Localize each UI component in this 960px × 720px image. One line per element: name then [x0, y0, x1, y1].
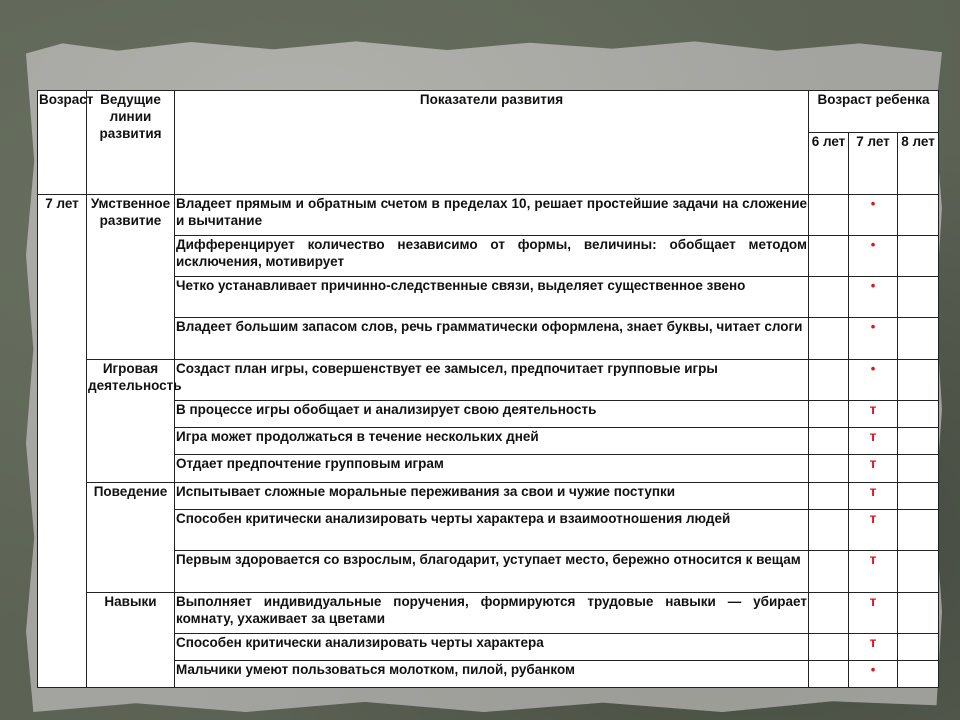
mark-7: т: [849, 401, 898, 428]
mark-7: •: [849, 318, 898, 360]
header-col-7: 7 лет: [849, 133, 898, 195]
mark-8: [898, 195, 939, 236]
mark-8: [898, 236, 939, 277]
indicator-cell: Четко устанавливает причинно-следственные связи, выделяет существенное звено: [175, 277, 809, 318]
indicator-cell: Мальчики умеют пользоваться молотком, пилой, рубанком: [175, 661, 809, 688]
mark-8: [898, 318, 939, 360]
mark-6: [809, 401, 849, 428]
mark-7: •: [849, 360, 898, 401]
indicator-cell: Игра может продолжаться в течение нескольких дней: [175, 428, 809, 455]
mark-6: [809, 195, 849, 236]
line-skills: Навыки: [87, 593, 175, 688]
mark-8: [898, 551, 939, 593]
mark-7: т: [849, 483, 898, 510]
development-table: [37, 90, 939, 688]
header-age: Возраст: [38, 91, 87, 195]
mark-7: •: [849, 236, 898, 277]
mark-7: т: [849, 428, 898, 455]
mark-6: [809, 634, 849, 661]
mark-7: т: [849, 510, 898, 551]
mark-8: [898, 277, 939, 318]
line-mental: Умственное развитие: [87, 195, 175, 360]
table-row: [38, 195, 939, 236]
mark-8: [898, 634, 939, 661]
mark-7: •: [849, 661, 898, 688]
indicator-cell: Способен критически анализировать черты характера: [175, 634, 809, 661]
header-row: [38, 91, 939, 133]
mark-7: т: [849, 593, 898, 634]
indicator-cell: Владеет прямым и обратным счетом в пределах 10, решает простейшие задачи на сложение и вычитание: [175, 195, 809, 236]
indicator-cell: Дифференцирует количество независимо от формы, величины: обобщает методом исключения, мотивирует: [175, 236, 809, 277]
mark-7: т: [849, 634, 898, 661]
header-col-8: 8 лет: [898, 133, 939, 195]
mark-6: [809, 318, 849, 360]
indicator-cell: Испытывает сложные моральные переживания за свои и чужие поступки: [175, 483, 809, 510]
mark-6: [809, 277, 849, 318]
indicator-cell: Владеет большим запасом слов, речь грамматически оформлена, знает буквы, читает слоги: [175, 318, 809, 360]
mark-8: [898, 455, 939, 483]
mark-6: [809, 510, 849, 551]
header-col-6: 6 лет: [809, 133, 849, 195]
mark-8: [898, 360, 939, 401]
mark-8: [898, 661, 939, 688]
mark-6: [809, 360, 849, 401]
mark-8: [898, 593, 939, 634]
indicator-cell: Создаст план игры, совершенствует ее замысел, предпочитает групповые игры: [175, 360, 809, 401]
table-row: [38, 593, 939, 634]
table-row: [38, 360, 939, 401]
header-child-age: Возраст ребенка: [809, 91, 939, 133]
table-row: [38, 483, 939, 510]
mark-6: [809, 428, 849, 455]
age-value: 7 лет: [38, 195, 87, 688]
indicator-cell: Отдает предпочтение групповым играм: [175, 455, 809, 483]
mark-7: т: [849, 455, 898, 483]
mark-8: [898, 428, 939, 455]
line-play: Игровая деятельность: [87, 360, 175, 483]
mark-6: [809, 483, 849, 510]
header-indicators: Показатели развития: [175, 91, 809, 195]
mark-7: •: [849, 277, 898, 318]
mark-6: [809, 236, 849, 277]
mark-6: [809, 593, 849, 634]
indicator-cell: Способен критически анализировать черты характера и взаимоотношения людей: [175, 510, 809, 551]
mark-6: [809, 455, 849, 483]
mark-6: [809, 661, 849, 688]
indicator-cell: Первым здоровается со взрослым, благодарит, уступает место, бережно относится к вещам: [175, 551, 809, 593]
indicator-cell: В процессе игры обобщает и анализирует свою деятельность: [175, 401, 809, 428]
mark-8: [898, 401, 939, 428]
mark-7: т: [849, 551, 898, 593]
line-behavior: Поведение: [87, 483, 175, 593]
mark-7: •: [849, 195, 898, 236]
mark-8: [898, 483, 939, 510]
mark-8: [898, 510, 939, 551]
indicator-cell: Выполняет индивидуальные поручения, формируются трудовые навыки — убирает комнату, ухаживает за цветами: [175, 593, 809, 634]
mark-6: [809, 551, 849, 593]
header-lines: Ведущие линии развития: [87, 91, 175, 195]
